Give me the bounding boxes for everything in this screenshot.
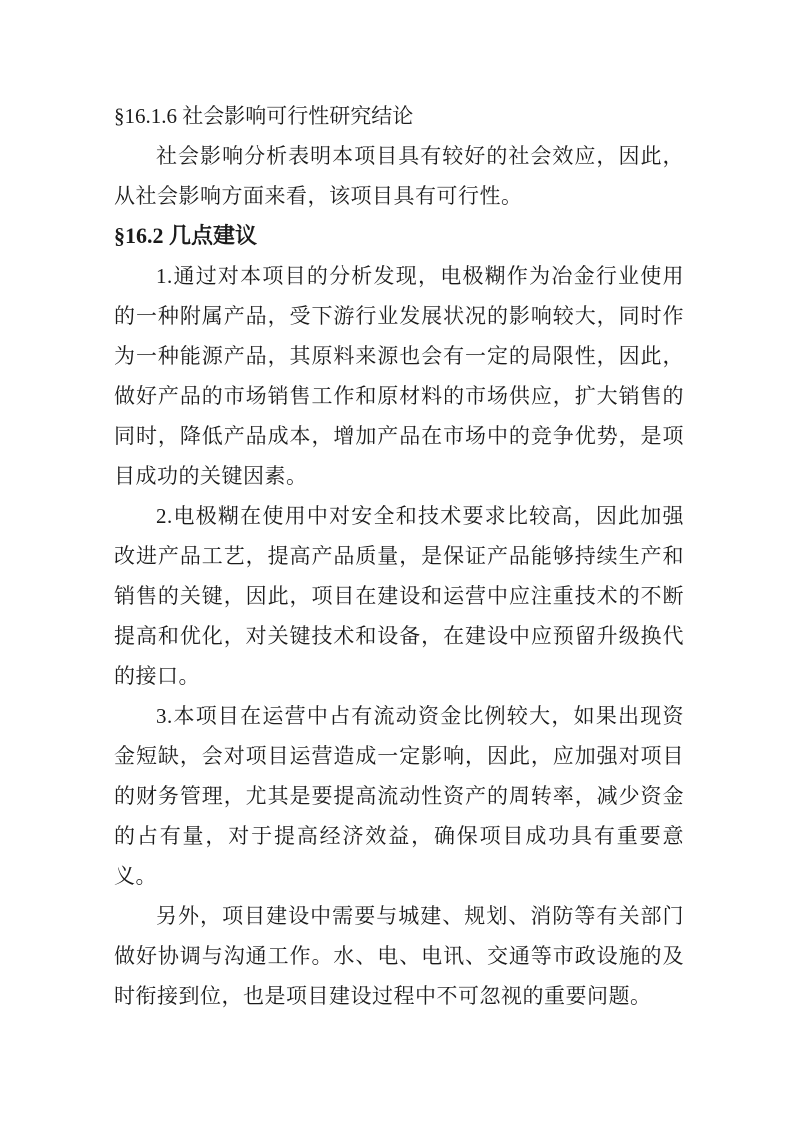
paragraph-additional-note: 另外，项目建设中需要与城建、规划、消防等有关部门做好协调与沟通工作。水、电、电讯、交通等市政设施的及时衔接到位，也是项目建设过程中不可忽视的重要问题。 bbox=[114, 904, 684, 1008]
paragraph-social-impact-conclusion: 社会影响分析表明本项目具有较好的社会效应，因此，从社会影响方面来看，该项目具有可行性。 bbox=[114, 144, 684, 208]
document-content bbox=[114, 96, 684, 1016]
paragraph-suggestion-2: 2.电极糊在使用中对安全和技术要求比较高，因此加强改进产品工艺，提高产品质量，是保证产品能够持续生产和销售的关键，因此，项目在建设和运营中应注重技术的不断提高和优化，对关键技术和设备，在建设中应预留升级换代的接口。 bbox=[114, 504, 684, 688]
paragraph-suggestion-1: 1.通过对本项目的分析发现，电极糊作为冶金行业使用的一种附属产品，受下游行业发展状况的影响较大，同时作为一种能源产品，其原料来源也会有一定的局限性，因此，做好产品的市场销售工作和原材料的市场供应，扩大销售的同时，降低产品成本，增加产品在市场中的竞争优势，是项目成功的关键因素。 bbox=[114, 264, 684, 488]
heading-section-16-2: §16.2 几点建议 bbox=[114, 223, 258, 248]
heading-section-16-1-6: §16.1.6 社会影响可行性研究结论 bbox=[114, 104, 414, 128]
paragraph-suggestion-3: 3.本项目在运营中占有流动资金比例较大，如果出现资金短缺，会对项目运营造成一定影响，因此，应加强对项目的财务管理，尤其是要提高流动性资产的周转率，减少资金的占有量，对于提高经济效益，确保项目成功具有重要意义。 bbox=[114, 704, 684, 888]
